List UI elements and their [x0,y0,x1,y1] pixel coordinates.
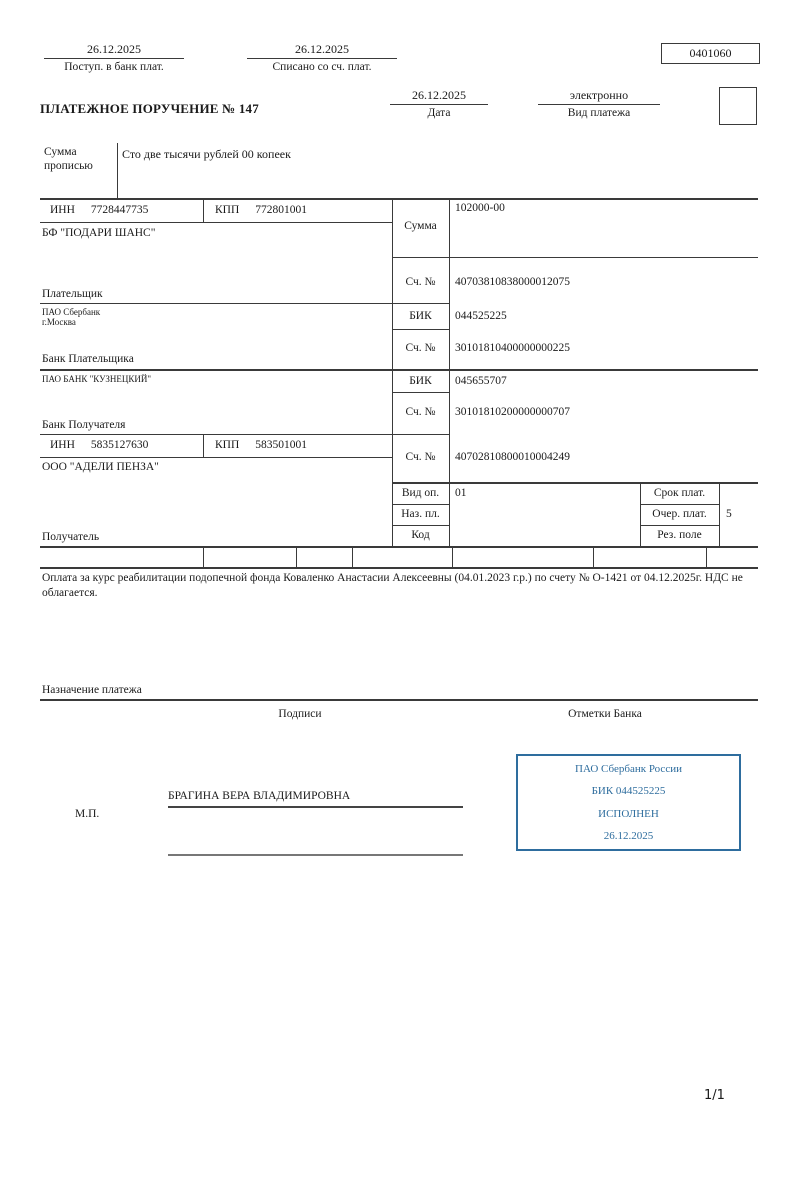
signature-line-2 [168,854,463,856]
grid-line [117,143,118,199]
debited-from-account-field [247,42,397,73]
beneficiary-kpp-label: КПП [215,439,240,451]
beneficiary-bank-account-label: Сч. № [405,406,436,418]
grid-line [203,434,204,458]
grid-line [203,198,204,223]
beneficiary-name: ООО "АДЕЛИ ПЕНЗА" [42,461,159,473]
bank-marks-label: Отметки Банка [568,708,642,720]
grid-line [392,525,450,526]
beneficiary-inn-field [50,439,148,451]
beneficiary-bank-section-label: Банк Получателя [42,419,126,431]
payment-kind-value: электронно [538,88,660,105]
payer-bank-bik-label: БИК [409,310,432,322]
payer-bank-city: г.Москва [42,317,76,327]
grid-line [296,546,297,568]
date-value: 26.12.2025 [390,88,488,105]
payer-account-value: 40703810838000012075 [455,276,570,288]
payer-name: БФ "ПОДАРИ ШАНС" [42,227,156,239]
beneficiary-bank-bik-value: 045655707 [455,375,507,387]
page-number: 1/1 [704,1088,725,1103]
payer-inn-label: ИНН [50,204,75,216]
beneficiary-kpp-field [215,439,307,451]
payer-bank-account-label: Сч. № [405,342,436,354]
stamp-status: ИСПОЛНЕН [598,807,659,820]
grid-line [40,546,758,548]
grid-line [40,434,450,435]
payer-kpp-label: КПП [215,204,240,216]
payer-inn-value: 7728447735 [90,204,149,216]
payer-kpp-field [215,204,307,216]
op-type-label: Вид оп. [401,487,440,499]
seal-place-label: М.П. [75,808,100,820]
form-code-box [661,43,760,64]
date-label: Дата [427,107,451,119]
purpose-section-label: Назначение платежа [42,684,142,696]
stamp-date: 26.12.2025 [603,829,654,842]
grid-line [40,699,758,701]
signature-line [168,806,463,808]
grid-line [706,546,707,568]
priority-label: Очер. плат. [652,508,707,520]
purpose-text: Оплата за курс реабилитации подопечной фонда Коваленко Анастасии Алексеевны (04.01.2023 г.р.) по счету № О-1421 от 04.12.2025г. НДС не облагается. [42,572,743,599]
beneficiary-bank-account-value: 30101810200000000707 [455,406,570,418]
signatures-label: Подписи [278,708,322,720]
grid-line [40,369,758,371]
payer-section-label: Плательщик [42,288,103,300]
grid-line [392,329,450,330]
form-code: 0401060 [689,46,732,60]
payer-bank-name [42,307,100,327]
amount-in-words-label: Сумма прописью [44,146,93,172]
document-title: ПЛАТЕЖНОЕ ПОРУЧЕНИЕ № 147 [40,101,259,116]
grid-line [40,567,758,569]
beneficiary-inn-label: ИНН [50,439,75,451]
beneficiary-inn-value: 5835127630 [90,439,149,451]
grid-line [392,257,758,258]
purpose-code-label: Наз. пл. [401,508,440,520]
sum-value: 102000-00 [455,202,505,214]
priority-value: 5 [726,508,732,520]
payer-bank-section-label: Банк Плательщика [42,353,134,365]
grid-line [392,504,450,505]
grid-line [352,546,353,568]
bank-stamp [516,754,741,851]
debited-label: Списано со сч. плат. [272,61,372,73]
grid-line [40,303,450,304]
beneficiary-account-value: 40702810800010004249 [455,451,570,463]
reserve-field-label: Рез. поле [657,529,702,541]
grid-line [40,457,392,458]
due-date-label: Срок плат. [653,487,706,499]
stamp-bik: БИК 044525225 [591,785,666,798]
debited-date: 26.12.2025 [247,42,397,59]
signer-name: БРАГИНА ВЕРА ВЛАДИМИРОВНА [168,790,351,802]
beneficiary-account-label: Сч. № [405,451,436,463]
grid-line [203,546,204,568]
received-in-bank-field [44,42,184,73]
payer-bank-bik-value: 044525225 [455,310,507,322]
code-label: Код [411,529,430,541]
payer-status-box [719,87,757,125]
grid-line [392,482,758,484]
op-type-value: 01 [455,487,467,499]
grid-line [392,392,450,393]
beneficiary-bank-name: ПАО БАНК "КУЗНЕЦКИЙ" [42,374,152,384]
beneficiary-section-label: Получатель [42,531,100,543]
stamp-bank-name: ПАО Сбербанк России [575,763,682,776]
grid-line [640,525,720,526]
payer-bank-name-line: ПАО Сбербанк [42,307,101,317]
date-field [390,88,488,119]
payer-kpp-value: 772801001 [255,204,308,216]
received-date: 26.12.2025 [44,42,184,59]
payment-kind-field [538,88,660,119]
grid-line [640,504,720,505]
grid-line [452,546,453,568]
grid-line [719,482,720,547]
sum-label: Сумма [404,220,437,232]
grid-line [449,198,450,547]
grid-line [593,546,594,568]
payment-kind-label: Вид платежа [567,107,631,119]
beneficiary-bank-bik-label: БИК [409,375,432,387]
payer-bank-account-value: 30101810400000000225 [455,342,570,354]
payer-inn-field [50,204,148,216]
received-label: Поступ. в банк плат. [64,61,164,73]
payer-account-label: Сч. № [405,276,436,288]
amount-in-words-value: Сто две тысячи рублей 00 копеек [122,147,291,161]
grid-line [40,222,392,223]
beneficiary-kpp-value: 583501001 [255,439,308,451]
grid-line [40,198,758,200]
